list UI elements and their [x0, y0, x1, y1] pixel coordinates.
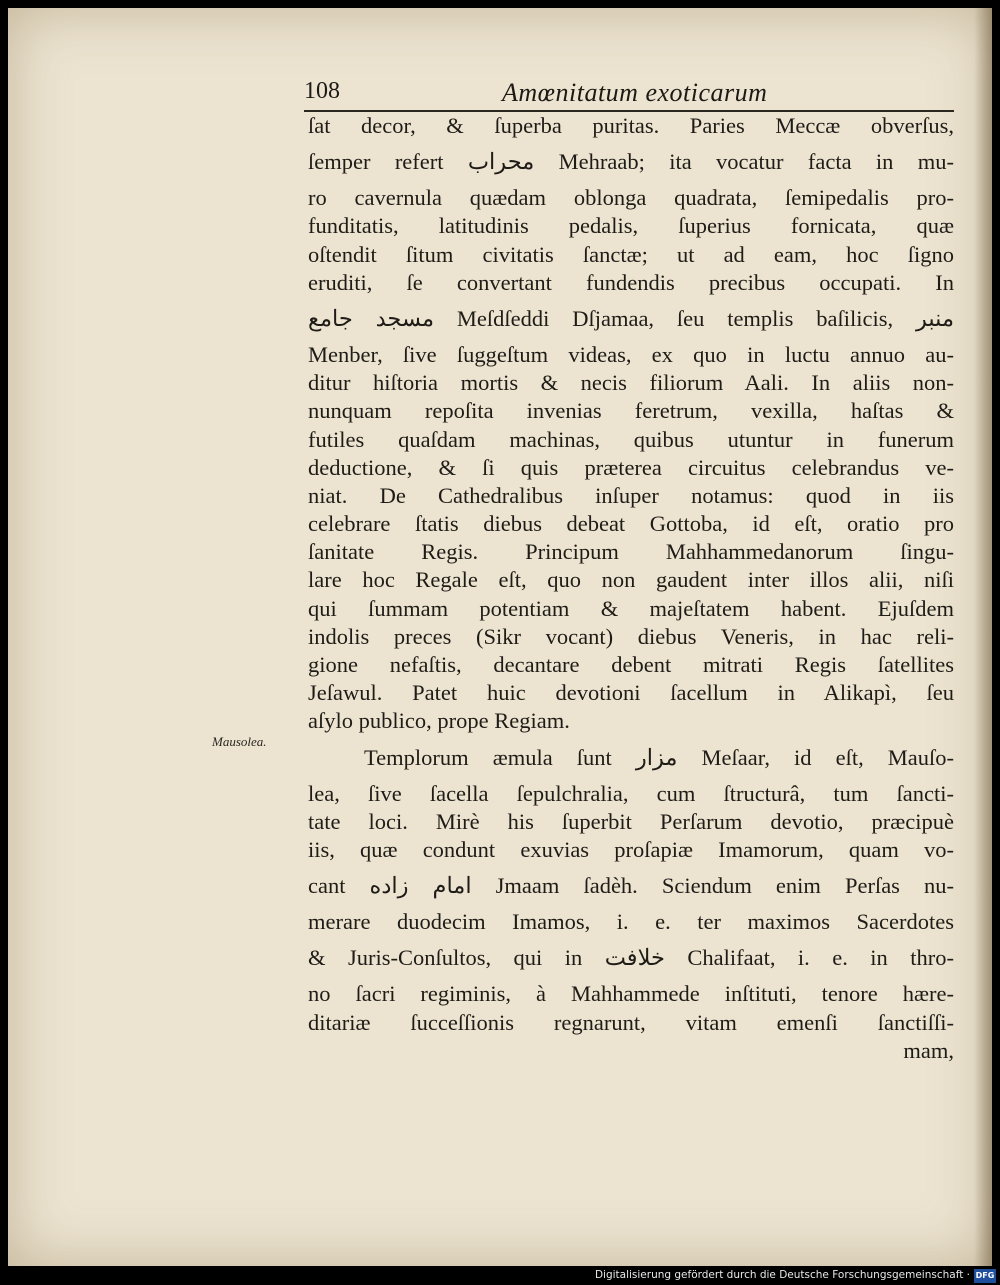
text-line: iis, quæ condunt exuvias proſapiæ Imamorum, quam vo-: [308, 836, 954, 862]
text-line: ditariæ ſucceſſionis regnarunt, vitam emenſi ſanctiſſi-: [308, 1009, 954, 1035]
text-line: qui ſummam potentiam & majeſtatem habent. Ejuſdem: [308, 595, 954, 621]
text-line: Menber, ſive ſuggeſtum videas, ex quo in luctu annuo au-: [308, 341, 954, 367]
text-line: merare duodecim Imamos, i. e. ter maximos Sacerdotes: [308, 909, 954, 935]
page-header: [304, 78, 954, 110]
text-line: مسجد جامع Meſdſeddi Dſjamaa, ſeu templis baſilicis, منبر: [308, 305, 954, 331]
body-text: [308, 112, 954, 1065]
text-line: eruditi, ſe convertant fundendis precibus occupati. In: [308, 269, 954, 295]
text-line: tate loci. Mirè his ſuperbit Perſarum devotio, præcipuè: [308, 808, 954, 834]
text-line: ditur hiſtoria mortis & necis filiorum Aali. In aliis non-: [308, 370, 954, 396]
text-line: indolis preces (Sikr vocant) diebus Veneris, in hac reli-: [308, 623, 954, 649]
text-line: mam,: [903, 1037, 954, 1063]
text-line: Jeſawul. Patet huic devotioni ſacellum in Alikapì, ſeu: [308, 680, 954, 706]
text-line: ro cavernula quædam oblonga quadrata, ſemipedalis pro-: [308, 185, 954, 211]
text-line: cant امام زاده Jmaam ſadèh. Sciendum enim Perſas nu-: [308, 873, 954, 899]
text-line: no ſacri regiminis, à Mahhammede inſtituti, tenore hære-: [308, 981, 954, 1007]
text-line: oſtendit ſitum civitatis ſanctæ; ut ad eam, hoc ſigno: [308, 241, 954, 267]
text-line: lare hoc Regale eſt, quo non gaudent inter illos alii, niſi: [308, 567, 954, 593]
text-line: & Juris-Conſultos, qui in خلافت Chalifaat, i. e. in thro-: [308, 945, 954, 971]
text-line: ſanitate Regis. Principum Mahhammedanorum ſingu-: [308, 539, 954, 565]
text-line: celebrare ſtatis diebus debeat Gottoba, id eſt, oratio pro: [308, 511, 954, 537]
text-line: gione nefaſtis, decantare debent mitrati Regis ſatellites: [308, 652, 954, 677]
page-number: 108: [304, 78, 340, 104]
book-spine-shadow: [974, 8, 992, 1266]
text-line: nunquam repoſita invenias feretrum, vexilla, haſtas &: [308, 398, 954, 424]
text-line: ſemper refert محراب Mehraab; ita vocatur facta in mu-: [308, 149, 954, 175]
dfg-logo-icon: DFG: [974, 1269, 996, 1283]
text-line: funditatis, latitudinis pedalis, ſuperius fornicata, quæ: [308, 213, 954, 239]
text-line: ſat decor, & ſuperba puritas. Paries Meccæ obverſus,: [308, 113, 954, 138]
text-line: lea, ſive ſacella ſepulchralia, cum ſtructurâ, tum ſancti-: [308, 780, 954, 806]
text-line: aſylo publico, prope Regiam.: [308, 708, 570, 734]
text-line: niat. De Cathedralibus inſuper notamus: quod in iis: [308, 482, 954, 508]
margin-note: Mausolea.: [212, 734, 267, 749]
running-head: Amœnitatum exoticarum: [502, 78, 768, 107]
digitization-footer: [594, 1268, 1000, 1285]
text-line: deductione, & ſi quis præterea circuitus celebrandus ve-: [308, 454, 954, 480]
text-line: Templorum æmula ſunt مزار Meſaar, id eſt, Mauſo-: [364, 744, 954, 770]
text-line: futiles quaſdam machinas, quibus utuntur in funerum: [308, 426, 954, 452]
footer-credit: Digitalisierung gefördert durch die Deutsche Forschungsgemeinschaft ·: [594, 1269, 970, 1281]
